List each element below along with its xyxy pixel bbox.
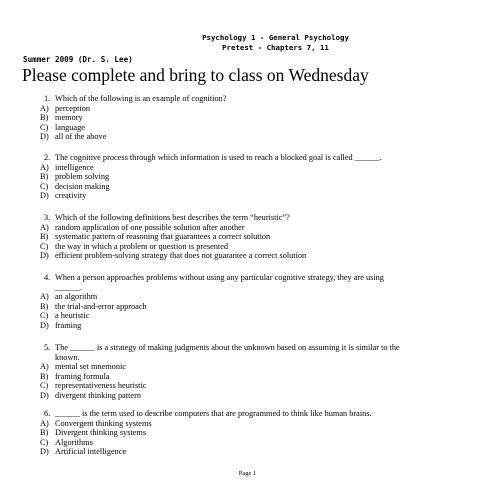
option-letter: A): [40, 418, 49, 428]
option-letter: D): [40, 132, 49, 141]
option-letter: D): [40, 191, 49, 200]
question-text-continued: ______.: [55, 282, 82, 292]
option-text: decision making: [55, 181, 110, 191]
option-text: intelligence: [55, 162, 94, 172]
option-b: [0, 372, 495, 382]
option-letter: B): [40, 301, 49, 311]
question-stem: [0, 273, 495, 283]
question-stem: [0, 213, 495, 223]
option-text: Divergent thinking systems: [55, 428, 147, 437]
question-text: Which of the following is an example of cognition?: [55, 94, 227, 103]
option-a: [0, 292, 495, 302]
option-letter: C): [40, 241, 49, 251]
question-number: 3.: [44, 213, 51, 222]
option-text: mental set mnemonic: [55, 362, 126, 371]
option-letter: C): [40, 311, 49, 320]
option-text: Algorithms: [55, 437, 93, 447]
option-d: [0, 321, 495, 331]
option-c: [0, 182, 495, 192]
question-text: The cognitive process through which information is used to reach a blocked goal is called ______.: [55, 153, 382, 162]
question-number: 5.: [44, 343, 51, 352]
question-6: [0, 409, 495, 457]
option-text: all of the above: [55, 132, 107, 141]
option-text: a heuristic: [55, 311, 90, 320]
option-letter: A): [40, 362, 49, 371]
semester-label: Summer 2009 (Dr. S. Lee): [23, 55, 133, 64]
option-letter: B): [40, 232, 49, 241]
question-stem: [0, 343, 495, 353]
option-a: [0, 104, 495, 114]
option-letter: C): [40, 122, 49, 132]
option-letter: A): [40, 292, 49, 301]
option-c: [0, 438, 495, 448]
question-text: Which of the following definitions best describes the term “heuristic”?: [55, 213, 290, 222]
option-text: divergent thinking pattern: [55, 390, 142, 400]
question-stem: [0, 409, 495, 419]
pretest-title: Pretest - Chapters 7, 11: [222, 43, 329, 52]
question-number: 1.: [44, 94, 51, 103]
option-text: the way in which a problem or question is presented: [55, 241, 229, 251]
option-c: [0, 242, 495, 252]
question-stem: [0, 153, 495, 163]
question-text: When a person approaches problems without using any particular cognitive strategy, they are using: [55, 273, 384, 282]
option-b: [0, 172, 495, 182]
question-text: The ______ is a strategy of making judgments about the unknown based on assuming it is similar to the: [55, 343, 400, 352]
option-c: [0, 311, 495, 321]
option-b: [0, 428, 495, 438]
option-letter: D): [40, 447, 49, 456]
option-c: [0, 381, 495, 391]
option-text: efficient problem-solving strategy that does not guarantee a correct solution: [55, 251, 307, 260]
question-2: [0, 153, 495, 201]
option-letter: A): [40, 222, 49, 232]
option-c: [0, 123, 495, 133]
option-letter: D): [40, 320, 49, 330]
question-text: ______ is the term used to describe computers that are programmed to think like human brains.: [55, 409, 372, 418]
question-1: [0, 94, 495, 142]
option-text: random application of one possible solution after another: [55, 222, 245, 232]
option-text: Convergent thinking systems: [55, 418, 152, 428]
option-letter: A): [40, 103, 49, 113]
question-text-continued: known.: [55, 352, 80, 362]
option-letter: C): [40, 381, 49, 390]
question-5: [0, 343, 495, 400]
option-text: systematic pattern of reasoning that guarantees a correct solution: [55, 232, 271, 241]
option-letter: C): [40, 181, 49, 191]
option-letter: B): [40, 428, 49, 437]
option-text: Artificial intelligence: [55, 447, 127, 456]
option-letter: D): [40, 390, 49, 400]
option-letter: D): [40, 251, 49, 260]
option-a: [0, 362, 495, 372]
question-4: [0, 273, 495, 330]
option-text: creativity: [55, 191, 87, 200]
option-a: [0, 419, 495, 429]
option-text: language: [55, 122, 85, 132]
question-stem: [0, 94, 495, 104]
option-d: [0, 191, 495, 201]
option-text: an algorithm: [55, 292, 98, 301]
option-text: memory: [55, 113, 83, 122]
option-text: the trial-and-error approach: [55, 301, 147, 311]
question-number: 2.: [44, 153, 51, 162]
option-letter: B): [40, 371, 49, 381]
option-text: problem solving: [55, 172, 110, 181]
option-text: framing formula: [55, 371, 110, 381]
option-d: [0, 391, 495, 401]
option-a: [0, 223, 495, 233]
question-3: [0, 213, 495, 261]
option-text: framing: [55, 320, 82, 330]
option-letter: B): [40, 172, 49, 181]
option-d: [0, 132, 495, 142]
question-number: 4.: [44, 273, 51, 282]
instruction-heading: Please complete and bring to class on Wednesday: [22, 65, 369, 85]
option-letter: A): [40, 162, 49, 172]
option-text: representativeness heuristic: [55, 381, 147, 390]
course-title: Psychology 1 - General Psychology: [202, 33, 349, 42]
page-number: Page 1: [238, 470, 257, 477]
option-d: [0, 251, 495, 261]
option-a: [0, 163, 495, 173]
option-b: [0, 302, 495, 312]
option-b: [0, 113, 495, 123]
option-letter: B): [40, 113, 49, 122]
question-number: 6.: [44, 409, 51, 418]
option-text: perception: [55, 103, 91, 113]
option-b: [0, 232, 495, 242]
option-d: [0, 447, 495, 457]
option-letter: C): [40, 437, 49, 447]
